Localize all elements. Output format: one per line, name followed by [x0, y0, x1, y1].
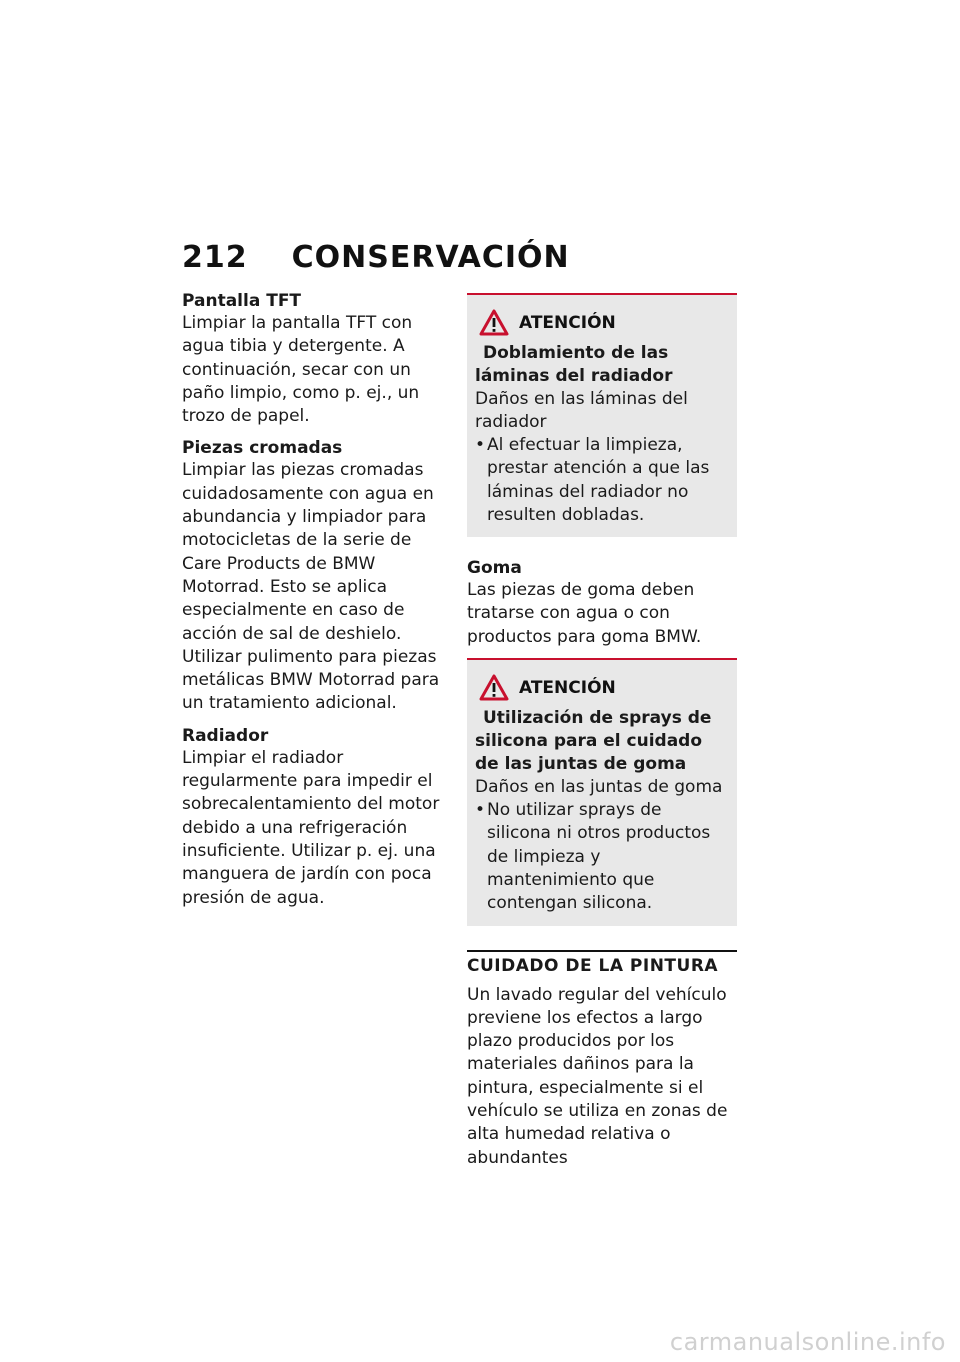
warning-header: [479, 309, 729, 336]
bullet-marker: •: [475, 435, 486, 455]
warning-bullet: [475, 799, 729, 915]
warning-text: Daños en las láminas del radiador: [475, 389, 688, 432]
section-text-tft: Limpiar la pantalla TFT con agua tibia y detergente. A continuación, secar con un paño limpio, como p. ej., un trozo de papel.: [182, 313, 420, 427]
warning-triangle-icon: [479, 309, 509, 336]
section-heading-paint: CUIDADO DE LA PINTURA: [467, 955, 719, 976]
warning-title: Utilización de sprays de silicona para el cuidado de las juntas de goma: [475, 708, 712, 775]
warning-box-silicone: [467, 658, 737, 925]
bullet-text: Al efectuar la limpieza, prestar atención a que las láminas del radiador no resulten dobladas.: [487, 435, 710, 525]
section-title-rubber: Goma: [467, 558, 522, 579]
page-number: 212: [182, 240, 248, 275]
warning-label: ATENCIÓN: [519, 677, 616, 698]
section-paint: [467, 950, 737, 1170]
left-column: [182, 290, 452, 910]
section-radiator: [182, 725, 452, 910]
section-text-rubber: Las piezas de goma deben tratarse con agua o con productos para goma BMW.: [467, 580, 702, 647]
right-column: [467, 293, 737, 1170]
warning-title: Doblamiento de las láminas del radiador: [475, 343, 673, 386]
warning-triangle-icon: [479, 674, 509, 701]
warning-bullet: [475, 434, 729, 527]
warning-box-radiator: [467, 293, 737, 537]
warning-header: [479, 674, 729, 701]
page-header: [182, 240, 570, 275]
section-title-radiator: Radiador: [182, 725, 269, 746]
section-text-chrome: Limpiar las piezas cromadas cuidadosamente con agua en abundancia y limpiador para motocicletas de la serie de Care Products de BMW Motorrad. Esto se aplica especialmente en caso de acción de sal de deshielo. Utilizar pulimento para piezas metálicas BMW Motorrad para un tratamiento adicional.: [182, 460, 440, 714]
warning-label: ATENCIÓN: [519, 312, 616, 333]
section-tft: [182, 290, 452, 428]
section-title-chrome: Piezas cromadas: [182, 438, 343, 459]
chapter-title: CONSERVACIÓN: [291, 240, 570, 275]
section-text-paint: Un lavado regular del vehículo previene los efectos a largo plazo producidos por los materiales dañinos para la pintura, especialmente si el vehículo se utiliza en zonas de alta humedad relativa o abundantes: [467, 984, 728, 1168]
section-rubber: [467, 557, 737, 649]
section-text-radiator: Limpiar el radiador regularmente para impedir el sobrecalentamiento del motor debido a una refrigeración insuficiente. Utilizar p. ej. una manguera de jardín con poca presión de agua.: [182, 747, 440, 908]
watermark: carmanualsonline.info: [669, 1328, 946, 1356]
warning-text: Daños en las juntas de goma: [475, 777, 723, 798]
section-title-tft: Pantalla TFT: [182, 291, 302, 311]
section-chrome: [182, 437, 452, 715]
bullet-marker: •: [475, 800, 486, 821]
bullet-text: No utilizar sprays de silicona ni otros productos de limpieza y mantenimiento que contengan silicona.: [487, 800, 711, 914]
